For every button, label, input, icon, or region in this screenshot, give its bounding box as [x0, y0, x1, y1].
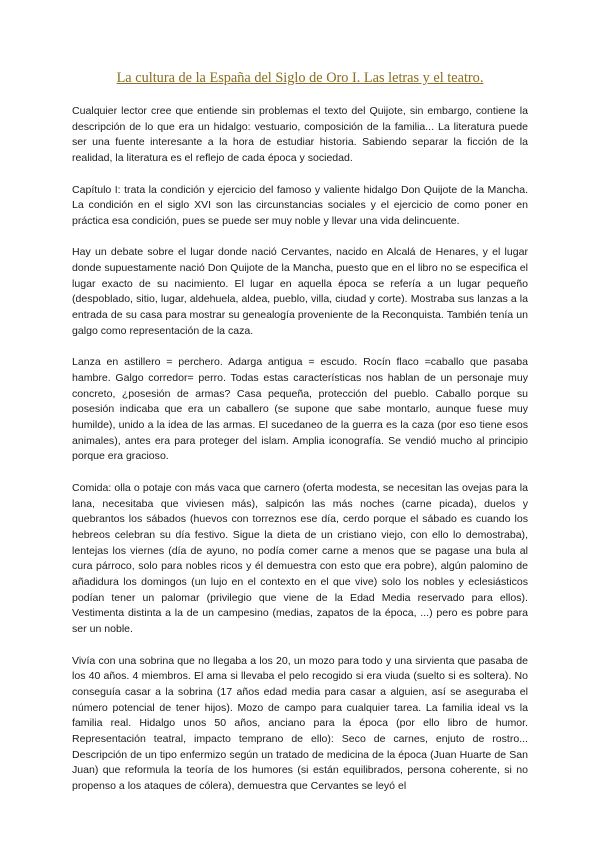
- paragraph-intro: Cualquier lector cree que entiende sin problemas el texto del Quijote, sin embargo, contiene la descripción de lo que era un hidalgo: vestuario, composición de la familia... La literatura puede ser una fuente interesante a la hora de estudiar historia. Sabiendo separar la ficción de la realidad, la literatura es el reflejo de cada época y sociedad.: [72, 105, 528, 165]
- paragraph-familia: Vivía con una sobrina que no llegaba a los 20, un mozo para todo y una sirvienta que pasaba de los 40 años. 4 miembros. El ama si llevaba el pelo recogido si era viuda (suelto si es soltera). No conseguía casar a la sobrina (17 años edad media para casar a alguien, así se aseguraba el número potencial de tener hijos). Mozo de campo para cualquier tarea. La familia ideal vs la familia real. Hidalgo unos 50 años, anciano para la época (por ello libro de humor. Representación teatral, impacto temprano de ello): Seco de carnes, enjuto de rostro... Descripción de un tipo enfermizo según un tratado de medicina de la época (Juan Huarte de San Juan) que reformula la teoría de los humores (si están equilibrados, persona coherente, si no propenso a los ataques de cólera), demuestra que Cervantes se leyó el: [72, 654, 528, 793]
- page-title: La cultura de la España del Siglo de Oro I. Las letras y el teatro.: [116, 70, 484, 86]
- document-body: [72, 104, 528, 795]
- paragraph-capitulo: Capítulo I: trata la condición y ejercicio del famoso y valiente hidalgo Don Quijote de la Mancha. La condición en el siglo XVI son las circunstancias sociales y el ejercicio de como poner en práctica esa condición, pues se puede ser muy noble y llevar una vida delincuente.: [72, 183, 528, 227]
- paragraph-lugar: Hay un debate sobre el lugar donde nació Cervantes, nacido en Alcalá de Henares, y el lugar donde supuestamente nació Don Quijote de la Mancha, puesto que en el libro no se especifica el lugar exacto de su nacimiento. El lugar en aquella época se refería a un lugar pequeño (despoblado, sitio, lugar, aldehuela, aldea, pueblo, villa, ciudad y corte). Mostraba sus lanzas a la entrada de su casa para mostrar su genealogía proveniente de la Reconquista. También tenía un galgo como representación de la caza.: [72, 246, 528, 337]
- paragraph-armas: Lanza en astillero = perchero. Adarga antigua = escudo. Rocín flaco =caballo que pasaba hambre. Galgo corredor= perro. Todas estas características nos hablan de un personaje muy concreto, ¿posesión de armas? Casa pequeña, protección del pueblo. Caballo porque su posesión indicaba que era un caballero (se supone que sabe montarlo, aunque fuese muy humilde), unido a la idea de las armas. El sucedaneo de la guerra es la caza (por eso tiene esos animales), antes era para proteger del islam. Amplia iconografía. Se vendió mucho al principio porque era gracioso.: [72, 356, 528, 463]
- paragraph-comida: Comida: olla o potaje con más vaca que carnero (oferta modesta, se necesitan las ovejas para la lana, necesitaba que viviesen más), salpicón las más noches (carne picada), duelos y quebrantos los sábados (huevos con torreznos ese día, cerdo porque el sábado es cuando los hebreos celebran su día festivo. Sigue la dieta de un cristiano viejo, con ello lo demostraba), lentejas los viernes (día de ayuno, no podía comer carne a menos que se pagase una bula al cura párroco, solo para nobles ricos y él demuestra con esto que era pobre), algún palomino de añadidura los domingos (un lujo en el contexto en el que vive) solo los nobles y eclesiásticos podían tener un palomar (privilegio que viene de la Edad Media reservado para ellos). Vestimenta distinta a la de un campesino (medias, zapatos de la época, ...) pero es pobre para ser un noble.: [72, 481, 528, 636]
